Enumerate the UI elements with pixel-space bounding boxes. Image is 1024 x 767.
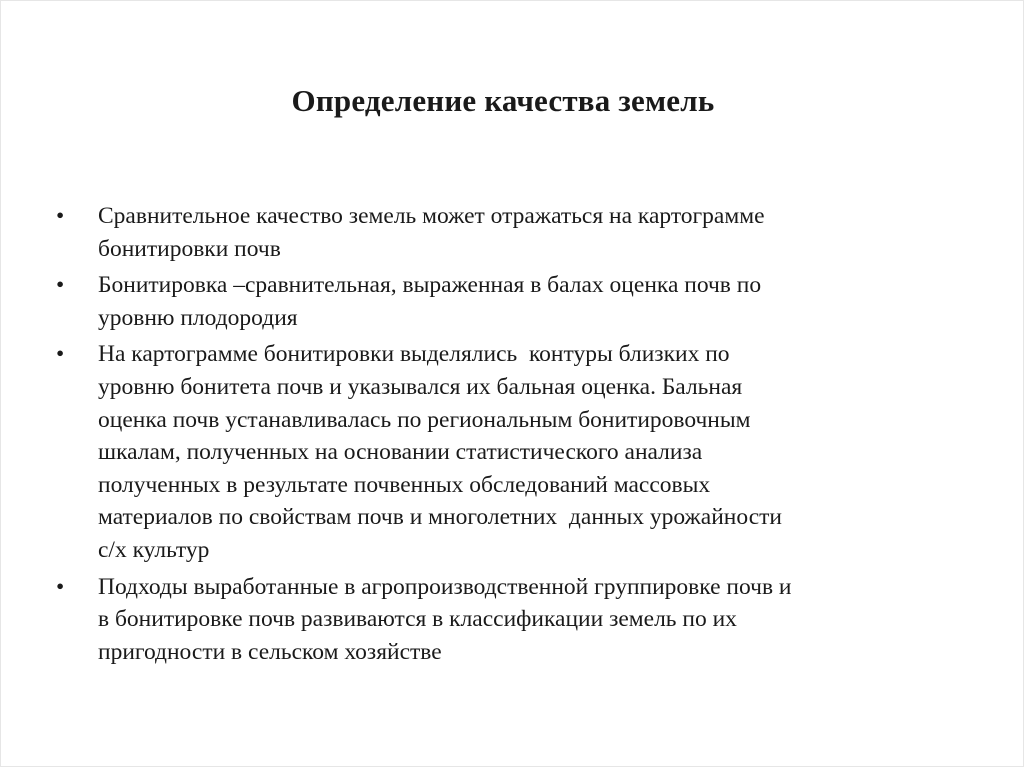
bullet-item bbox=[56, 269, 956, 334]
bullet-item bbox=[56, 571, 956, 669]
slide-title: Определение качества земель bbox=[291, 83, 715, 118]
bullet-text-line: Сравнительное качество земель может отражаться на картограмме bbox=[98, 203, 765, 229]
bullet-text-line: бонитировки почв bbox=[98, 235, 281, 262]
bullet-icon: • bbox=[56, 272, 65, 299]
bullet-item bbox=[56, 200, 956, 265]
bullet-icon: • bbox=[56, 203, 65, 229]
bullet-text-line: уровню бонитета почв и указывался их бальная оценка. Бальная bbox=[98, 373, 743, 400]
bullet-text-line: с/х культур bbox=[98, 536, 210, 563]
bullet-item bbox=[56, 338, 956, 566]
bullet-text-line: в бонитировке почв развиваются в классификации земель по их bbox=[98, 606, 737, 633]
bullet-text-line: уровню плодородия bbox=[98, 304, 298, 331]
bullet-text-line: оценка почв устанавливалась по региональным бонитировочным bbox=[98, 406, 751, 433]
bullet-text-line: Бонитировка –сравнительная, выраженная в балах оценка почв по bbox=[98, 272, 762, 299]
bullet-text-line: пригодности в сельском хозяйстве bbox=[98, 638, 442, 665]
bullet-text-line: На картограмме бонитировки выделялись контуры близких по bbox=[98, 341, 730, 368]
bullet-icon: • bbox=[56, 573, 65, 600]
bullet-text-line: Подходы выработанные в агропроизводственной группировке почв и bbox=[98, 573, 792, 600]
bullet-text-line: полученных в результате почвенных обследований массовых bbox=[98, 471, 711, 498]
bullet-text-line: материалов по свойствам почв и многолетних данных урожайности bbox=[98, 504, 782, 531]
bullet-list bbox=[56, 200, 956, 672]
bullet-icon: • bbox=[56, 341, 65, 368]
bullet-text-line: шкалам, полученных на основании статистического анализа bbox=[98, 439, 703, 466]
